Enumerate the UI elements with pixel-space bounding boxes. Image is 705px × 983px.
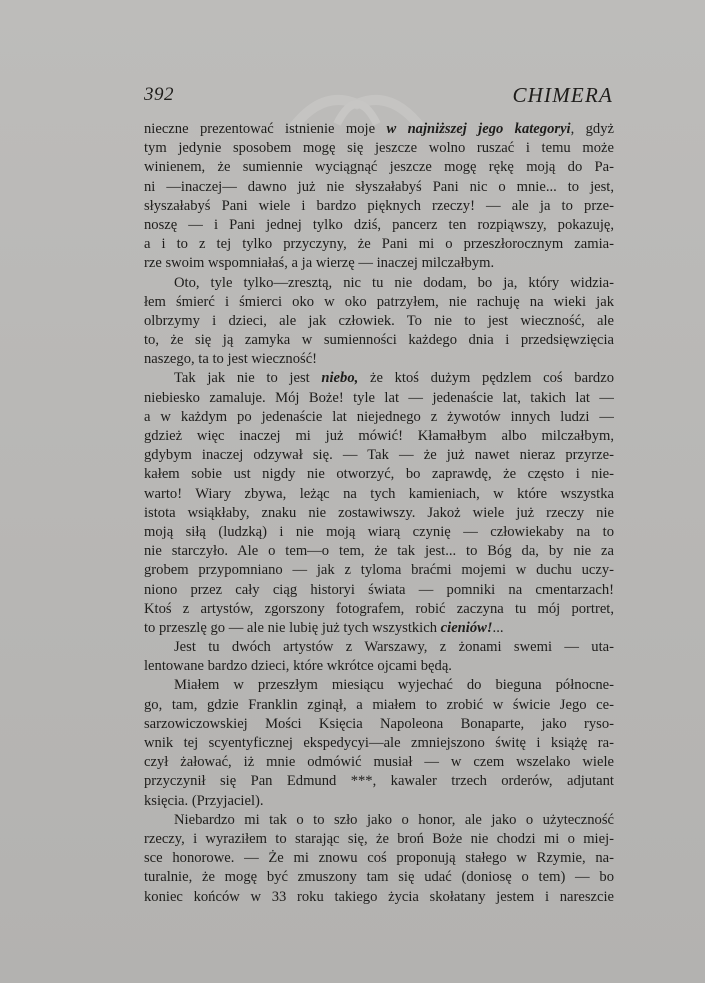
- text-line: [144, 389, 614, 408]
- text-run: niebiesko zamaluje. Mój Boże! tyle lat — jedenaście lat, takich lat —: [144, 389, 614, 406]
- text-run: czył żałować, iż mnie odmówić musiał — w czem wszelako wiele: [144, 754, 614, 771]
- text-line: [144, 254, 614, 273]
- running-head: [0, 80, 705, 112]
- text-line: [144, 369, 614, 388]
- text-run: koniec końców w 33 roku takiego życia skołatany jestem i nareszcie: [144, 888, 614, 905]
- text-run: że ktoś dużym pędzlem coś bardzo: [358, 370, 614, 387]
- text-run: przyczynił się Pan Edmund ***, kawaler trzech orderów, adjutant: [144, 773, 614, 790]
- text-run: kałem sobie ust nigdy nie otworzyć, bo zaprawdę, że często i nie-: [144, 466, 614, 483]
- text-run: naszego, ta to jest wieczność!: [144, 351, 318, 368]
- text-run: Jest tu dwóch artystów z Warszawy, z żonami swemi — uta-: [174, 639, 614, 656]
- text-line: [144, 715, 614, 734]
- text-run: a w każdym po jedenaście lat niejednego z żywotów innych ludzi —: [144, 408, 614, 425]
- text-line: [144, 331, 614, 350]
- text-run: go, tam, gdzie Franklin zginął, a miałem to zrobić w świcie Jego ce-: [144, 696, 614, 713]
- italic-phrase: niebo,: [321, 370, 359, 387]
- page-number: 392: [144, 84, 174, 105]
- text-line: [144, 216, 614, 235]
- text-line: [144, 139, 614, 158]
- body-text: [144, 120, 614, 907]
- text-run: gdzież więc inaczej mi już mówić! Kłamałbym albo milczałbym,: [144, 428, 614, 444]
- text-line: [144, 753, 614, 772]
- text-run: to przeszlę go — ale nie lubię już tych wszystkich: [144, 619, 441, 636]
- text-line: [144, 293, 614, 312]
- text-run: tym jedynie sposobem mogę się jeszcze wolno ruszać i temu może: [144, 140, 614, 157]
- text-line: [144, 312, 614, 331]
- italic-phrase: w najniższej jego kategoryi: [386, 121, 571, 137]
- text-run: nieczne prezentować istnienie moje: [144, 121, 387, 137]
- text-line: [144, 638, 614, 657]
- text-line: [144, 657, 614, 676]
- text-line: [144, 792, 614, 811]
- text-line: [144, 581, 614, 600]
- text-line: [144, 485, 614, 504]
- text-run: księcia. (Przyjaciel).: [144, 792, 264, 809]
- text-line: [144, 868, 614, 887]
- text-run: łem śmierć i śmierci oko w oko patrzyłem, nie rachuję na wieki jak: [144, 293, 614, 310]
- journal-title: CHIMERA: [512, 83, 613, 107]
- text-line: [144, 772, 614, 791]
- text-run: turalnie, że mogę być zmuszony tam się udać (doniosę o tem) — bo: [144, 869, 614, 886]
- text-run: sce honorowe. — Że mi znowu coś proponują stałego w Rzymie, na-: [144, 850, 614, 867]
- text-run: Tak jak nie to jest: [174, 370, 322, 387]
- text-line: [144, 178, 614, 197]
- text-line: [144, 600, 614, 619]
- text-run: noszę — i Pani jednej tylko dziś, pancerz ten rozpiąwszy, pokazuję,: [144, 216, 614, 233]
- text-line: [144, 676, 614, 695]
- text-run: gdybym inaczej odzywał się. — Tak — że już nawet nieraz przyrze-: [144, 447, 614, 464]
- text-line: [144, 120, 614, 139]
- text-line: [144, 197, 614, 216]
- text-run: Niebardzo mi tak o to szło jako o honor, ale jako o użyteczność: [174, 811, 614, 828]
- text-run: wnik tej scyentyficznej ekspedycyi—ale zmniejszono świtę i książę ra-: [144, 735, 614, 751]
- text-run: winienem, że sumiennie wyciągnąć jeszcze mogę rękę moją do Pa-: [144, 159, 614, 176]
- text-run: istota wsiąkłaby, znaku nie zostawiwszy. Jakoż wiele już rzeczy nie: [144, 504, 614, 521]
- text-run: to, że się ją zamyka w sumienności każdego dnia i przedsięwzięcia: [144, 332, 614, 349]
- text-line: [144, 696, 614, 715]
- text-run: lentowane bardzo dzieci, które wkrótce ojcami będą.: [144, 658, 452, 675]
- text-line: [144, 542, 614, 561]
- text-line: [144, 408, 614, 427]
- text-line: [144, 350, 614, 369]
- text-line: [144, 888, 614, 907]
- text-run: sarzowiczowskiej Mości Księcia Napoleona Bonaparte, jako ryso-: [144, 715, 614, 732]
- text-line: [144, 446, 614, 465]
- italic-phrase: cieniów!: [440, 619, 493, 636]
- text-run: grobem przypomniano — jak z tyloma braćmi mojemi w duchu uczy-: [144, 562, 614, 579]
- text-line: [144, 235, 614, 254]
- text-run: nie starczyło. Ale o tem—o tem, że tak jest... to Bóg da, by nie za: [144, 543, 614, 560]
- text-line: [144, 158, 614, 177]
- text-line: [144, 811, 614, 830]
- text-line: [144, 465, 614, 484]
- text-run: rzeczy, i wyraziłem to starając się, że broń Boże nie chodzi mi o miej-: [144, 830, 614, 847]
- text-run: warto! Wiary zbywa, leżąc na tych kamieniach, w które wszystka: [144, 485, 614, 502]
- text-line: [144, 427, 614, 446]
- text-run: rze swoim wspomniałaś, a ja wierzę — inaczej milczałbym.: [144, 255, 495, 272]
- text-line: [144, 561, 614, 580]
- text-run: moją siłą (ludzką) i nie moją wiarą czynię — człowiekaby na to: [144, 523, 614, 540]
- text-run: Miałem w przeszłym miesiącu wyjechać do bieguna północne-: [174, 677, 614, 694]
- text-run: ...: [492, 619, 504, 636]
- text-line: [144, 523, 614, 542]
- text-line: [144, 619, 614, 638]
- text-line: [144, 849, 614, 868]
- text-run: olbrzymy i dzieci, ale jak człowiek. To nie to jest wieczność, ale: [144, 312, 614, 329]
- text-line: [144, 734, 614, 753]
- text-run: ni —inaczej— dawno już nie słyszałabyś Pani nic o mnie... to jest,: [144, 178, 614, 195]
- text-line: [144, 274, 614, 293]
- text-run: Ktoś z artystów, zgorszony fotografem, robić zaczyna tu mój portret,: [144, 600, 614, 617]
- text-line: [144, 830, 614, 849]
- text-run: słyszałabyś Pani wiele i bardzo pięknych rzeczy! — ale ja to prze-: [144, 197, 614, 214]
- text-run: , gdyż: [570, 121, 614, 137]
- text-run: niono przez cały ciąg historyi świata — pomniki na cmentarzach!: [144, 581, 614, 598]
- text-run: a i to z tej tylko przyczyny, że Pani mi o przeszłorocznym zamia-: [144, 236, 614, 253]
- text-run: Oto, tyle tylko—zresztą, nic tu nie dodam, bo ja, który widzia-: [174, 274, 614, 291]
- text-line: [144, 504, 614, 523]
